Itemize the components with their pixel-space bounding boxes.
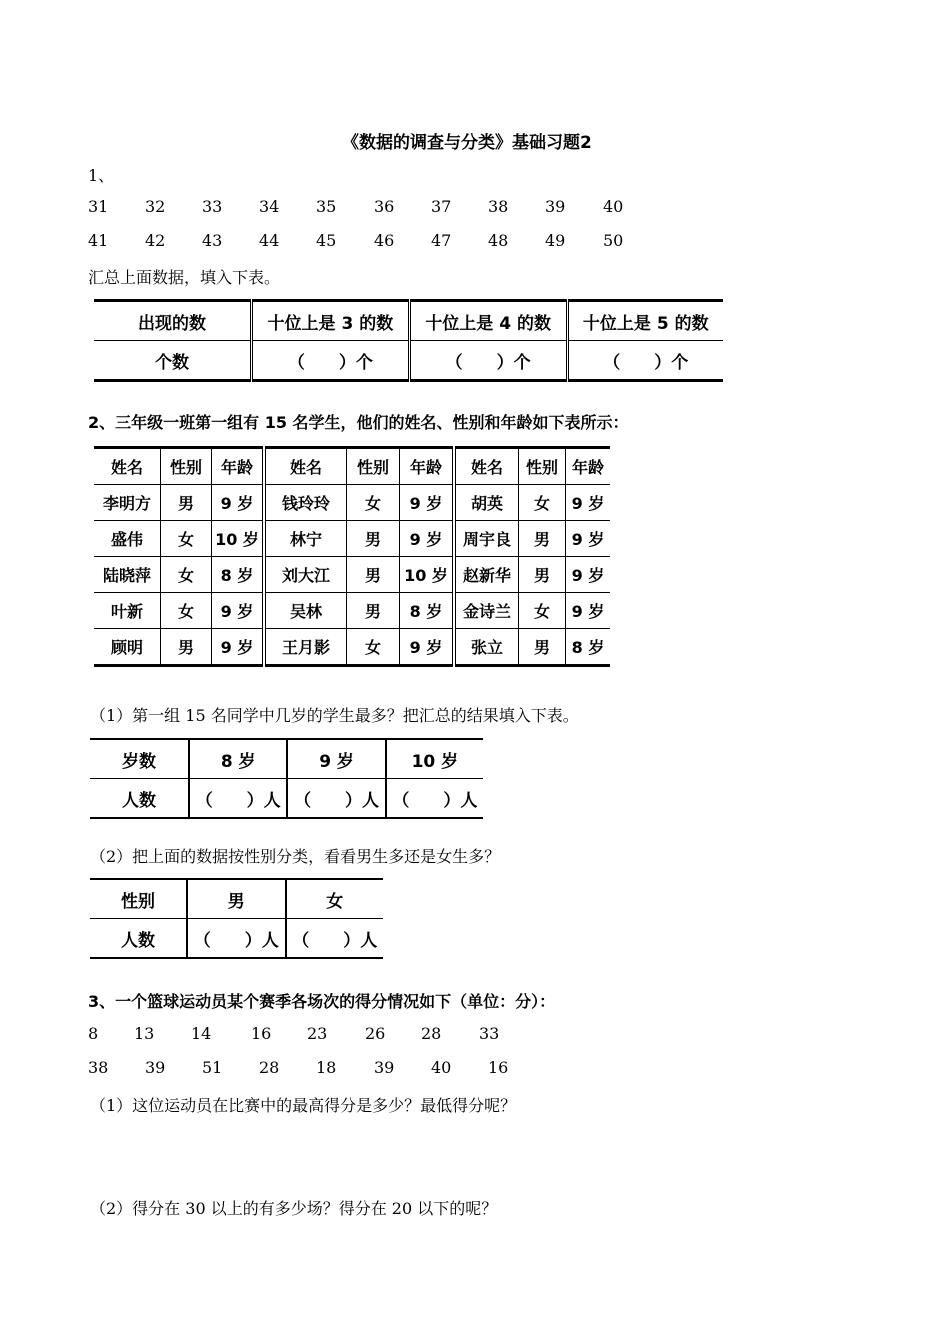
table-row <box>90 919 383 959</box>
number: 38 <box>488 197 509 216</box>
q1-instruction: 汇总上面数据，填入下表。 <box>88 268 281 287</box>
table-cell: 10 岁 <box>400 557 455 593</box>
table-row <box>94 521 610 557</box>
gender-summary-table <box>90 878 383 959</box>
table-cell: 女 <box>286 879 383 919</box>
table-cell: 9 岁 <box>400 485 455 521</box>
age-summary-table <box>90 738 483 819</box>
table-cell: 男 <box>519 521 566 557</box>
number: 34 <box>259 197 280 216</box>
table-cell: 性别 <box>161 448 212 485</box>
number: 45 <box>316 231 337 250</box>
table-cell: 十位上是 4 的数 <box>409 301 567 341</box>
table-cell: 女 <box>347 485 400 521</box>
table-cell: 钱玲玲 <box>264 485 347 521</box>
table-cell: 周宇良 <box>454 521 519 557</box>
table-cell: 9 岁 <box>212 593 265 629</box>
number: 36 <box>374 197 395 216</box>
answer-blank[interactable]: （ ）个 <box>409 341 567 381</box>
table-cell: 叶新 <box>94 593 161 629</box>
q3-text: 3、一个篮球运动员某个赛季各场次的得分情况如下（单位：分）： <box>88 992 556 1011</box>
score: 8 <box>88 1024 99 1043</box>
score: 28 <box>259 1058 280 1077</box>
table-cell: 十位上是 5 的数 <box>567 301 723 341</box>
table-row <box>94 593 610 629</box>
score: 16 <box>488 1058 509 1077</box>
table-cell: 王月影 <box>264 629 347 666</box>
table-cell: 十位上是 3 的数 <box>252 301 410 341</box>
table-cell: 男 <box>161 629 212 666</box>
table-cell: 女 <box>161 593 212 629</box>
table-cell: 男 <box>187 879 286 919</box>
table-cell: 女 <box>161 521 212 557</box>
score: 28 <box>421 1024 442 1043</box>
table-cell: 10 岁 <box>212 521 265 557</box>
table-cell: 陆晓萍 <box>94 557 161 593</box>
table-cell: 男 <box>519 557 566 593</box>
table-cell: 性别 <box>347 448 400 485</box>
table-cell: 8 岁 <box>400 593 455 629</box>
table-cell: 刘大江 <box>264 557 347 593</box>
q2-sub1: （1）第一组 15 名同学中几岁的学生最多？把汇总的结果填入下表。 <box>90 706 579 725</box>
number: 32 <box>145 197 166 216</box>
score: 39 <box>145 1058 166 1077</box>
table-cell: 9 岁 <box>566 593 611 629</box>
table-cell: 个数 <box>155 352 189 373</box>
table-header-row <box>94 301 723 341</box>
table-cell: 8 岁 <box>566 629 611 666</box>
score: 26 <box>365 1024 386 1043</box>
table-header-row <box>90 739 483 779</box>
answer-blank[interactable]: （ ）人 <box>189 779 287 819</box>
answer-blank[interactable]: （ ）个 <box>567 341 723 381</box>
number: 42 <box>145 231 166 250</box>
table-cell: 男 <box>347 521 400 557</box>
number: 50 <box>603 231 624 250</box>
table-cell: 林宁 <box>264 521 347 557</box>
table-cell: 9 岁 <box>287 739 385 779</box>
answer-blank[interactable]: （ ）个 <box>252 341 410 381</box>
number: 35 <box>316 197 337 216</box>
q2-sub2: （2）把上面的数据按性别分类，看看男生多还是女生多？ <box>90 847 501 866</box>
number: 48 <box>488 231 509 250</box>
q1-label: 1、 <box>88 166 115 185</box>
table-cell: 9 岁 <box>400 521 455 557</box>
score: 18 <box>316 1058 337 1077</box>
table-cell: 姓名 <box>110 458 143 477</box>
table-cell: 张立 <box>454 629 519 666</box>
table-cell: 年龄 <box>212 448 265 485</box>
number: 47 <box>431 231 452 250</box>
number: 37 <box>431 197 452 216</box>
answer-blank[interactable]: （ ）人 <box>287 779 385 819</box>
table-cell: 性别 <box>519 448 566 485</box>
table-cell: 姓名 <box>264 448 347 485</box>
table-cell: 赵新华 <box>454 557 519 593</box>
table-cell: 9 岁 <box>566 521 611 557</box>
tens-digit-table <box>94 299 723 382</box>
answer-blank[interactable]: （ ）人 <box>187 919 286 959</box>
table-cell: 女 <box>161 557 212 593</box>
number: 40 <box>603 197 624 216</box>
q3-sub2: （2）得分在 30 以上的有多少场？得分在 20 以下的呢？ <box>90 1199 498 1218</box>
score: 51 <box>202 1058 223 1077</box>
table-row <box>94 341 723 381</box>
student-table <box>94 446 610 667</box>
table-cell: 男 <box>161 485 212 521</box>
number: 31 <box>88 197 109 216</box>
score: 40 <box>431 1058 452 1077</box>
q2-text: 2、三年级一班第一组有 15 名学生，他们的姓名、性别和年龄如下表所示： <box>88 413 629 432</box>
q3-sub1: （1）这位运动员在比赛中的最高得分是多少？最低得分呢？ <box>90 1096 517 1115</box>
table-cell: 男 <box>519 629 566 666</box>
table-cell: 金诗兰 <box>454 593 519 629</box>
table-row <box>94 629 610 666</box>
table-cell: 9 岁 <box>566 485 611 521</box>
table-cell: 男 <box>347 557 400 593</box>
table-cell: 女 <box>519 485 566 521</box>
table-row <box>94 485 610 521</box>
table-cell: 女 <box>347 629 400 666</box>
table-cell: 盛伟 <box>94 521 161 557</box>
table-row <box>94 557 610 593</box>
table-cell: 吴林 <box>264 593 347 629</box>
table-cell: 9 岁 <box>212 629 265 666</box>
table-cell: 李明方 <box>94 485 161 521</box>
table-cell: 胡英 <box>454 485 519 521</box>
table-cell: 9 岁 <box>566 557 611 593</box>
table-cell: 年龄 <box>566 448 611 485</box>
number: 44 <box>259 231 280 250</box>
table-cell: 8 岁 <box>212 557 265 593</box>
table-cell: 年龄 <box>400 448 455 485</box>
number: 41 <box>88 231 109 250</box>
table-cell: 姓名 <box>454 448 519 485</box>
table-cell: 岁数 <box>90 739 189 779</box>
table-cell: 8 岁 <box>189 739 287 779</box>
table-cell: 顾明 <box>94 629 161 666</box>
number: 39 <box>545 197 566 216</box>
table-header-row <box>90 879 383 919</box>
score: 39 <box>374 1058 395 1077</box>
score: 16 <box>251 1024 272 1043</box>
table-cell: 9 岁 <box>212 485 265 521</box>
table-cell: 人数 <box>122 790 156 811</box>
table-row <box>90 779 483 819</box>
table-header-row <box>94 448 610 485</box>
table-cell: 出现的数 <box>94 301 252 341</box>
score: 38 <box>88 1058 109 1077</box>
number: 43 <box>202 231 223 250</box>
table-cell: 9 岁 <box>400 629 455 666</box>
table-cell: 女 <box>519 593 566 629</box>
table-cell: 性别 <box>90 879 187 919</box>
score: 13 <box>134 1024 155 1043</box>
page-title: 《数据的调查与分类》基础习题2 <box>342 133 592 153</box>
score: 23 <box>307 1024 328 1043</box>
score: 33 <box>479 1024 500 1043</box>
table-cell: 男 <box>347 593 400 629</box>
answer-blank[interactable]: （ ）人 <box>386 779 483 819</box>
table-cell: 10 岁 <box>386 739 483 779</box>
score: 14 <box>191 1024 212 1043</box>
number: 33 <box>202 197 223 216</box>
answer-blank[interactable]: （ ）人 <box>286 919 383 959</box>
table-cell: 人数 <box>121 930 155 951</box>
number: 49 <box>545 231 566 250</box>
number: 46 <box>374 231 395 250</box>
